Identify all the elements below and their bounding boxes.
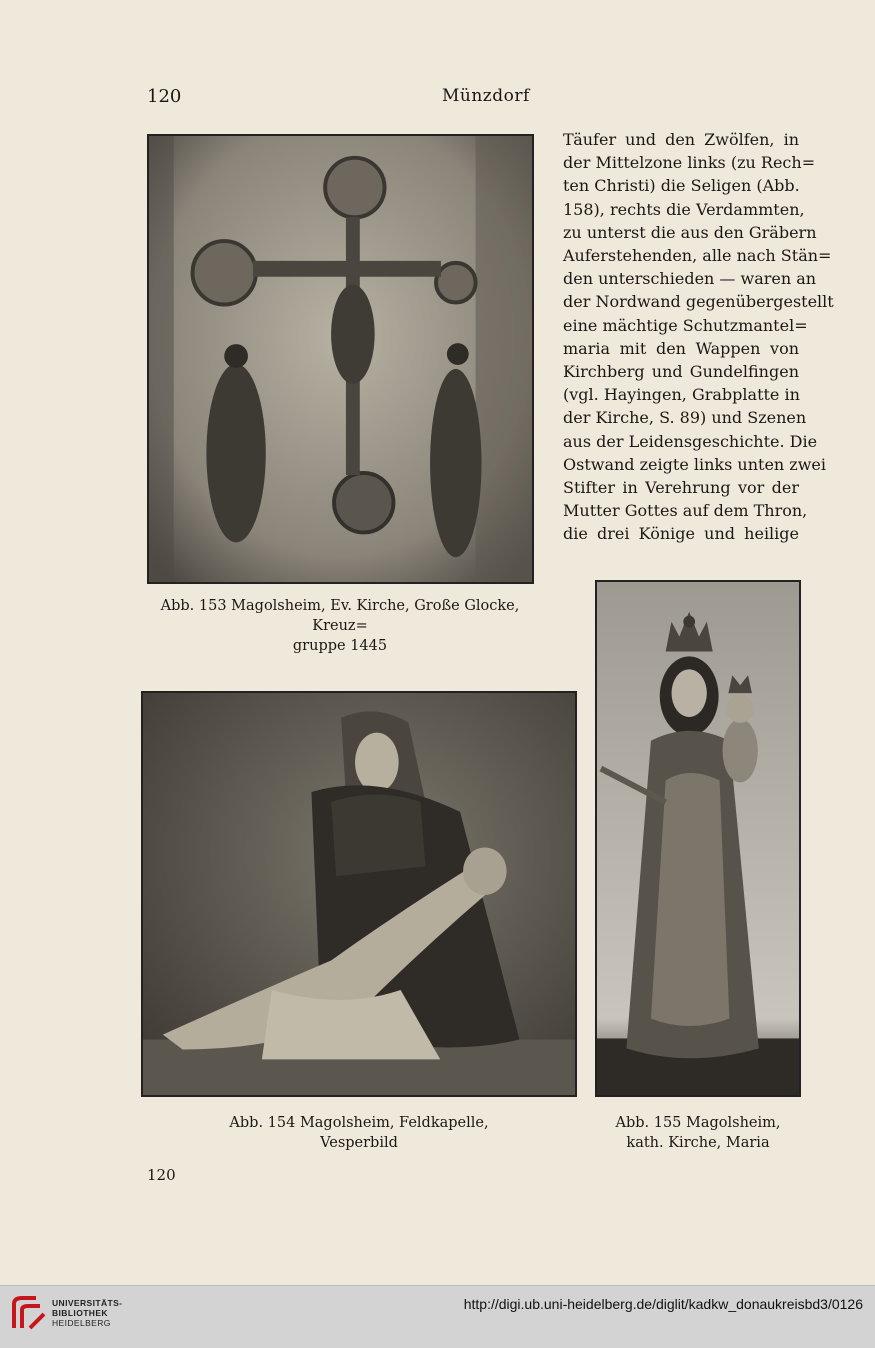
text-line: ten Christi) die Seligen (Abb. [563, 176, 800, 196]
running-title: Münzdorf [442, 86, 530, 106]
figure-154-caption: Abb. 154 Magolsheim, Feldkapelle, Vesperbild [229, 1115, 489, 1151]
page-number-footer: 120 [147, 1166, 176, 1184]
pieta-image [143, 693, 575, 1095]
text-line: Auferstehenden, alle nach Stän= [563, 246, 832, 266]
figure-155-caption: Abb. 155 Magolsheim, kath. Kirche, Maria [615, 1115, 781, 1151]
bell-relief-image [149, 136, 532, 582]
text-line: 158), rechts die Verdammten, [563, 199, 805, 219]
figure-154-photo [141, 691, 577, 1097]
body-text-column [563, 128, 834, 546]
text-line: (vgl. Hayingen, Grabplatte in [563, 385, 800, 405]
source-url-link[interactable]: http://digi.ub.uni-heidelberg.de/diglit/kadkw_donaukreisbd3/0126 [463, 1296, 863, 1312]
text-line: Mutter Gottes auf dem Thron, [563, 501, 808, 521]
viewer-footer-bar [0, 1285, 875, 1348]
figure-153-caption: Abb. 153 Magolsheim, Ev. Kirche, Große Glocke, Kreuz= gruppe 1445 [160, 598, 520, 654]
text-line: zu unterst die aus den Gräbern [563, 222, 817, 242]
text-line: eine mächtige Schutzmantel= [563, 315, 808, 335]
text-line: Kirchberg und Gundelfingen [563, 362, 799, 382]
text-line: Ostwand zeigte links unten zwei [563, 454, 827, 474]
text-line: der Nordwand gegenübergestellt [563, 292, 834, 312]
madonna-statue-image [597, 582, 799, 1095]
text-line: Täufer und den Zwölfen, in [563, 130, 799, 149]
figure-153-photo [147, 134, 534, 584]
text-line: maria mit den Wappen von [563, 338, 799, 358]
text-line: den unterschieden — waren an [563, 269, 817, 289]
figure-155-photo [595, 580, 801, 1097]
text-line: der Kirche, S. 89) und Szenen [563, 408, 807, 428]
library-name: UNIVERSITÄTS- BIBLIOTHEK HEIDELBERG [52, 1298, 123, 1328]
library-logo-icon [10, 1294, 50, 1334]
text-line: Stifter in Verehrung vor der [563, 478, 799, 498]
text-line: die drei Könige und heilige [563, 524, 799, 544]
text-line: der Mittelzone links (zu Rech= [563, 153, 816, 173]
text-line: aus der Leidensgeschichte. Die [563, 431, 818, 451]
page-number-header: 120 [147, 86, 182, 107]
